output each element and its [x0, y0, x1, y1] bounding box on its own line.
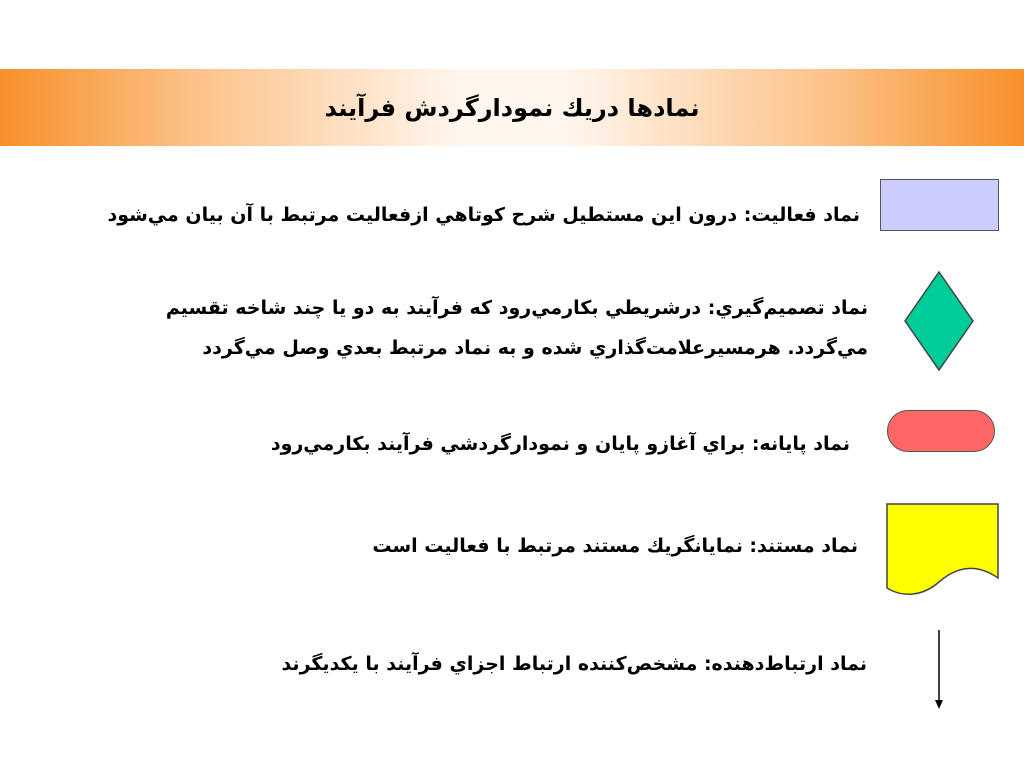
terminal-rounded-symbol [887, 410, 995, 452]
decision-description-line-2: مي‌گردد. هرمسيرعلامت‌گذاري شده و به نماد مرتبط بعدي وصل مي‌گردد [202, 337, 868, 359]
activity-rectangle-symbol [880, 179, 999, 231]
decision-diamond-symbol [902, 270, 976, 372]
document-description [372, 526, 858, 566]
connector-arrow-symbol [930, 628, 950, 712]
slide-title: نمادها دريك نمودارگردش فرآيند [324, 93, 700, 122]
decision-description-line-1: نماد تصميم‌گيري: درشريطي بكارمي‌رود كه فرآيند به دو يا چند شاخه تقسيم [165, 297, 868, 319]
connector-description-line: نماد ارتباط‌دهنده: مشخص‌كننده ارتباط اجزاي فرآيند با يكديگرند [281, 653, 867, 675]
activity-description [107, 195, 860, 235]
terminal-description-line: نماد پايانه: براي آغازو پايان و نمودارگردشي فرآيند بكارمي‌رود [270, 433, 850, 455]
terminal-description [271, 424, 850, 464]
document-symbol [885, 502, 1001, 598]
connector-description [281, 644, 867, 684]
title-bar [0, 69, 1024, 146]
activity-description-line: نماد فعاليت: درون اين مستطيل شرح كوتاهي ازفعاليت مرتبط با آن بيان مي‌شود [107, 204, 860, 226]
decision-description [166, 288, 868, 368]
document-description-line: نماد مستند: نمايانگريك مستند مرتبط با فعاليت است [372, 535, 858, 557]
